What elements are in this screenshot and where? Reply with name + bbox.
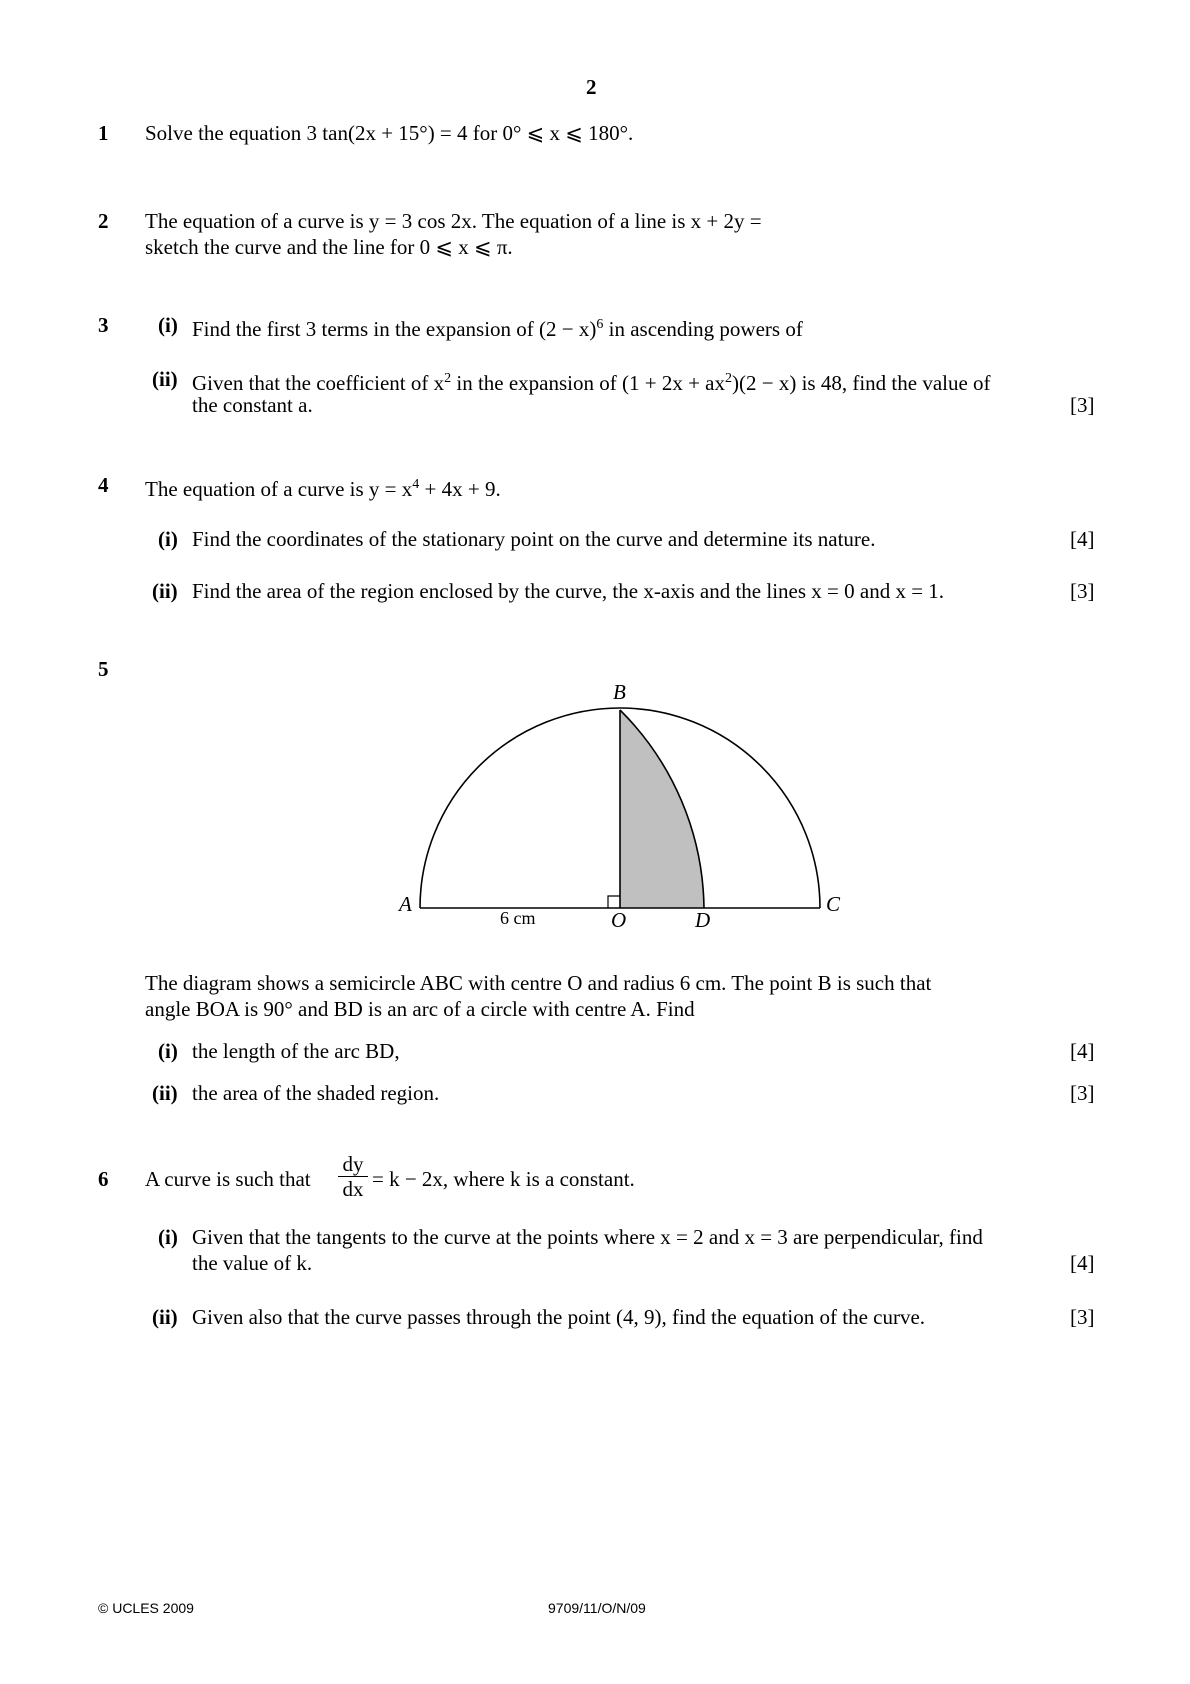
footer-paper-code: 9709/11/O/N/09 [548,1600,646,1616]
part-i-label: (i) [158,1225,178,1249]
label-c: C [826,892,841,916]
marks: [4] [1070,1039,1095,1063]
page-number: 2 [586,75,597,99]
question-stem-a: A curve is such that [145,1167,311,1191]
question-text: Solve the equation 3 tan(2x + 15°) = 4 for 0° ⩽ x ⩽ 180°. [145,121,634,145]
radius-label: 6 cm [500,908,536,928]
marks: [3] [1070,393,1095,417]
label-d: D [695,908,711,932]
part-i-text: Find the coordinates of the stationary point on the curve and determine its nature. [192,527,876,551]
question-stem-b: = k − 2x, where k is a constant. [372,1167,635,1191]
part-ii-text: the area of the shaded region. [192,1081,440,1105]
question-number: 4 [98,473,109,497]
marks: [4] [1070,527,1095,551]
question-stem-line-2: angle BOA is 90° and BD is an arc of a circle with centre A. Find [145,997,695,1021]
question-stem: The equation of a curve is $y = x^4 + 4x + 9$. [145,477,501,501]
part-i-label: (i) [158,313,178,337]
derivative-fraction [338,1152,368,1201]
part-ii-label: (ii) [152,579,178,603]
footer-copyright: © UCLES 2009 [98,1600,194,1616]
marks: [4] [1070,1251,1095,1275]
label-a: A [399,892,412,916]
part-ii-text: Given also that the curve passes through the point (4, 9), find the equation of the curve. [192,1305,926,1329]
part-i-text-line-1: Given that the tangents to the curve at the points where x = 2 and x = 3 are perpendicular, find [192,1225,983,1249]
part-ii-text: Given that the coefficient of $x^2$ in the expansion of $(1 + 2x + ax^2)(2 - x)$ is 48, find the value of [192,371,991,395]
question-text-line-2: sketch the curve and the line for 0 ⩽ x ⩽ π. [145,235,513,259]
question-number: 1 [98,121,109,145]
question-number: 6 [98,1167,109,1191]
question-number: 2 [98,209,109,233]
marks: [3] [1070,1081,1095,1105]
part-ii-label: (ii) [152,1081,178,1105]
marks: [3] [1070,1305,1095,1329]
question-stem-line-1: The diagram shows a semicircle ABC with centre O and radius 6 cm. The point B is such that [145,971,932,995]
part-ii-label: (ii) [152,1305,178,1329]
part-ii-label: (ii) [152,367,178,391]
question-text-line-1: The equation of a curve is y = 3 cos 2x. The equation of a line is x + 2y = [145,209,762,233]
part-i-label: (i) [158,1039,178,1063]
marks: [3] [1070,579,1095,603]
label-o: O [611,908,627,932]
label-b: B [613,680,626,704]
fraction-denominator: dx [342,1177,364,1201]
shaded-region [620,710,704,908]
part-ii-text-line-2: the constant a. [192,393,313,417]
part-ii-text: Find the area of the region enclosed by the curve, the x-axis and the lines x = 0 and x = 1. [192,579,945,603]
fraction-numerator: dy [342,1152,364,1176]
part-i-text: the length of the arc BD, [192,1039,400,1063]
question-number: 3 [98,313,109,337]
part-i-text-line-2: the value of k. [192,1251,313,1275]
part-i-text: Find the first 3 terms in the expansion of $(2 - x)^6$ in ascending powers of [192,317,803,341]
right-angle-marker [608,896,620,908]
part-i-label: (i) [158,527,178,551]
question-number: 5 [98,657,109,681]
